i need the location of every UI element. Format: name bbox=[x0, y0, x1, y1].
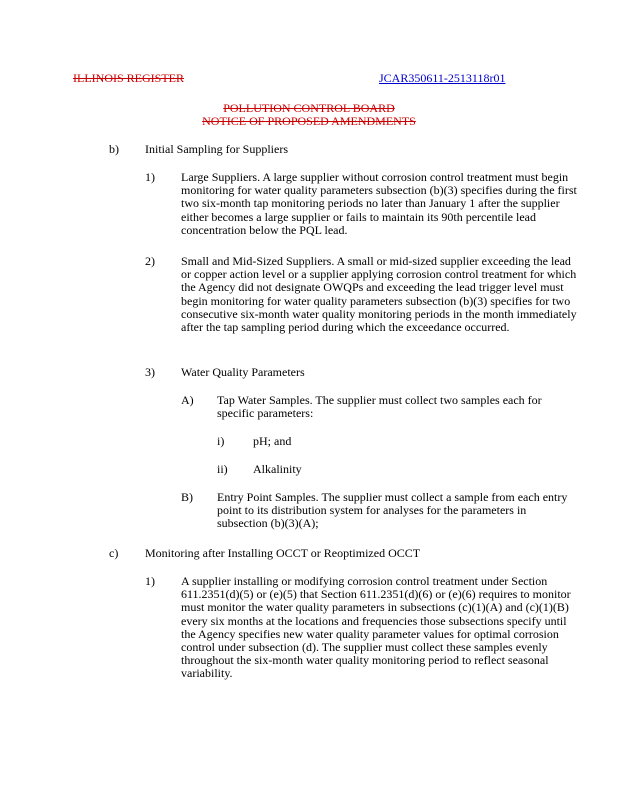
b2-text: Small and Mid-Sized Suppliers. A small or mid-sized supplier exceeding the lead or copper action level or a supplier applying corrosion control treatment for which the Agency did not designate OWQPs and exceeding the lead trigger level must begin monitoring for water quality parameters subsection (b)(3) specifies for two consecutive six-month water quality monitoring periods in the month immediately after the tap sampling period during which the exceedance occurred. bbox=[181, 254, 577, 335]
b3aii-text: Alkalinity bbox=[253, 462, 302, 476]
b3-label: 3) bbox=[145, 365, 155, 379]
b3a-text: Tap Water Samples. The supplier must collect two samples each for specific parameters: bbox=[217, 393, 542, 421]
b3aii-label: ii) bbox=[217, 462, 228, 476]
section-c-label: c) bbox=[109, 546, 119, 560]
section-c-heading: Monitoring after Installing OCCT or Reoptimized OCCT bbox=[145, 546, 421, 560]
section-b-label: b) bbox=[109, 142, 119, 156]
b3-text: Water Quality Parameters bbox=[181, 365, 305, 379]
b3ai-text: pH; and bbox=[253, 434, 292, 448]
register-name: ILLINOIS REGISTER bbox=[73, 71, 184, 85]
agency-title: POLLUTION CONTROL BOARD bbox=[223, 101, 395, 115]
jcar-code: JCAR350611-2513118r01 bbox=[379, 71, 506, 85]
b3a-label: A) bbox=[181, 393, 194, 407]
b3b-label: B) bbox=[181, 490, 193, 504]
c1-label: 1) bbox=[145, 574, 155, 588]
notice-title: NOTICE OF PROPOSED AMENDMENTS bbox=[202, 114, 416, 128]
b1-text: Large Suppliers. A large supplier without corrosion control treatment must begin monitoring for water quality parameters subsection (b)(3) specifies during the first two six-month tap monitoring periods no later than January 1 after the supplier either becomes a large supplier or fails to maintain its 90th percentile lead concentration below the PQL lead. bbox=[181, 170, 577, 237]
section-b-heading: Initial Sampling for Suppliers bbox=[145, 142, 288, 156]
b1-label: 1) bbox=[145, 170, 155, 184]
c1-text: A supplier installing or modifying corrosion control treatment under Section 611.2351(d)(5) or (e)(5) that Section 611.2351(d)(6) or (e)(6) requires to monitor must monitor the water quality parameters in subsections (c)(1)(A) and (c)(1)(B) every six months at the locations and frequencies those subsections specify until the Agency specifies new water quality parameter values for optimal corrosion control under subsection (d). The supplier must collect these samples evenly throughout the six-month water quality monitoring period to reflect seasonal variability. bbox=[181, 574, 571, 681]
b3b-text: Entry Point Samples. The supplier must collect a sample from each entry point to its distribution system for analyses for the parameters in subsection (b)(3)(A); bbox=[217, 490, 568, 531]
b3ai-label: i) bbox=[217, 434, 225, 448]
b2-label: 2) bbox=[145, 254, 155, 268]
